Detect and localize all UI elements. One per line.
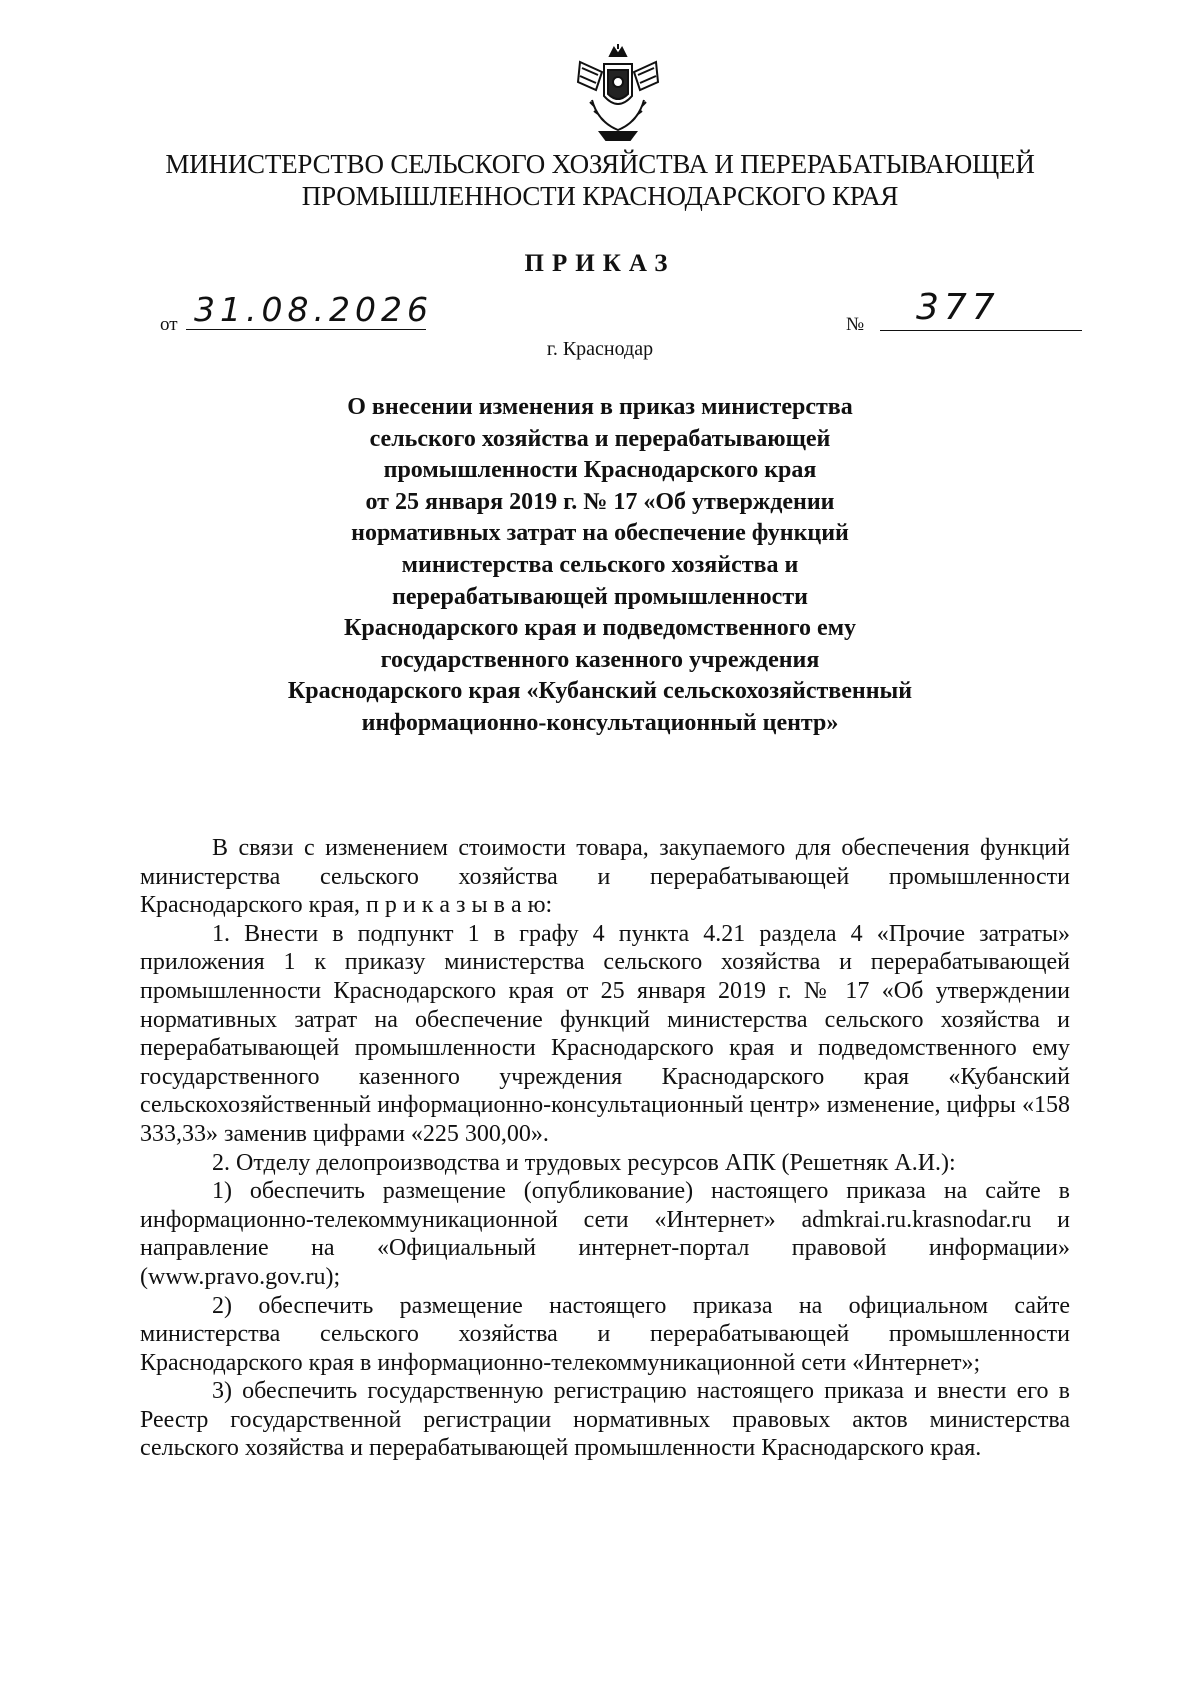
city-name: г. Краснодар <box>546 338 654 360</box>
order-heading <box>200 392 1000 740</box>
item-1-paragraph: 1. Внести в подпункт 1 в графу 4 пункта 4.21 раздела 4 «Прочие затраты» приложения 1 к приказу министерства сельского хозяйства и перерабатывающей промышленности Краснодарского края от 25 января 2019 г. № 17 «Об утверждении нормативных затрат на обеспечение функций министерства сельского хозяйства и перерабатывающей промышленности Краснодарского края и подведомственного ему государственного казенного учреждения Краснодарского края «Кубанский сельскохозяйственный информационно-консультационный центр» изменение, цифры «158 333,33» заменив цифрами «225 300,00». <box>140 920 1070 1147</box>
heading-line: О внесении изменения в приказ министерства <box>347 394 853 420</box>
heading-line: от 25 января 2019 г. № 17 «Об утверждении <box>365 488 835 515</box>
heading-line: перерабатывающей промышленности <box>392 583 808 610</box>
coat-of-arms-emblem <box>570 42 666 144</box>
order-date-field <box>160 290 460 335</box>
heading-line: Краснодарского края и подведомственного ему <box>343 615 857 642</box>
heading-line: информационно-консультационный центр» <box>361 709 839 736</box>
heading-line: министерства сельского хозяйства и <box>401 551 799 578</box>
order-number-handwritten: 377 <box>880 284 1082 331</box>
number-prefix: № <box>846 314 865 335</box>
coat-of-arms-icon <box>570 42 666 144</box>
heading-line: промышленности Краснодарского края <box>383 457 817 484</box>
item-2-1-paragraph: 1) обеспечить размещение (опубликование) настоящего приказа на сайте в информационно-телекоммуникационной сети «Интернет» admkrai.ru.krasnodar.ru и направление на «Официальный интернет-портал правовой информации» (www.pravo.gov.ru); <box>140 1178 1070 1290</box>
ministry-name-line-1: МИНИСТЕРСТВО СЕЛЬСКОГО ХОЗЯЙСТВА И ПЕРЕРАБАТЫВАЮЩЕЙ <box>165 149 1035 179</box>
ministry-name <box>120 148 1080 212</box>
order-title: ПРИКАЗ <box>524 250 676 277</box>
order-number-field <box>846 284 1086 335</box>
item-2-3-paragraph: 3) обеспечить государственную регистрацию настоящего приказа и внести его в Реестр государственной регистрации нормативных правовых актов министерства сельского хозяйства и перерабатывающей промышленности Краснодарского края. <box>140 1378 1070 1462</box>
item-2-paragraph: 2. Отделу делопроизводства и трудовых ресурсов АПК (Решетняк А.И.): <box>212 1149 956 1176</box>
date-prefix: от <box>160 314 178 335</box>
heading-line: нормативных затрат на обеспечение функций <box>351 520 849 547</box>
ministry-name-line-2: ПРОМЫШЛЕННОСТИ КРАСНОДАРСКОГО КРАЯ <box>301 181 899 211</box>
order-date-handwritten: 31.08.2026 <box>186 290 426 330</box>
item-2-2-paragraph: 2) обеспечить размещение настоящего приказа на официальном сайте министерства сельского хозяйства и перерабатывающей промышленности Краснодарского края в информационно-телекоммуникационной сети «Интернет»; <box>140 1292 1070 1376</box>
heading-line: государственного казенного учреждения <box>380 646 820 673</box>
order-body <box>140 834 1070 1463</box>
heading-line: сельского хозяйства и перерабатывающей <box>369 425 831 452</box>
preamble-paragraph: В связи с изменением стоимости товара, закупаемого для обеспечения функций министерства сельского хозяйства и перерабатывающей промышленности Краснодарского края, п р и к а з ы в а ю: <box>140 835 1070 919</box>
heading-line: Краснодарского края «Кубанский сельскохозяйственный <box>287 678 913 705</box>
